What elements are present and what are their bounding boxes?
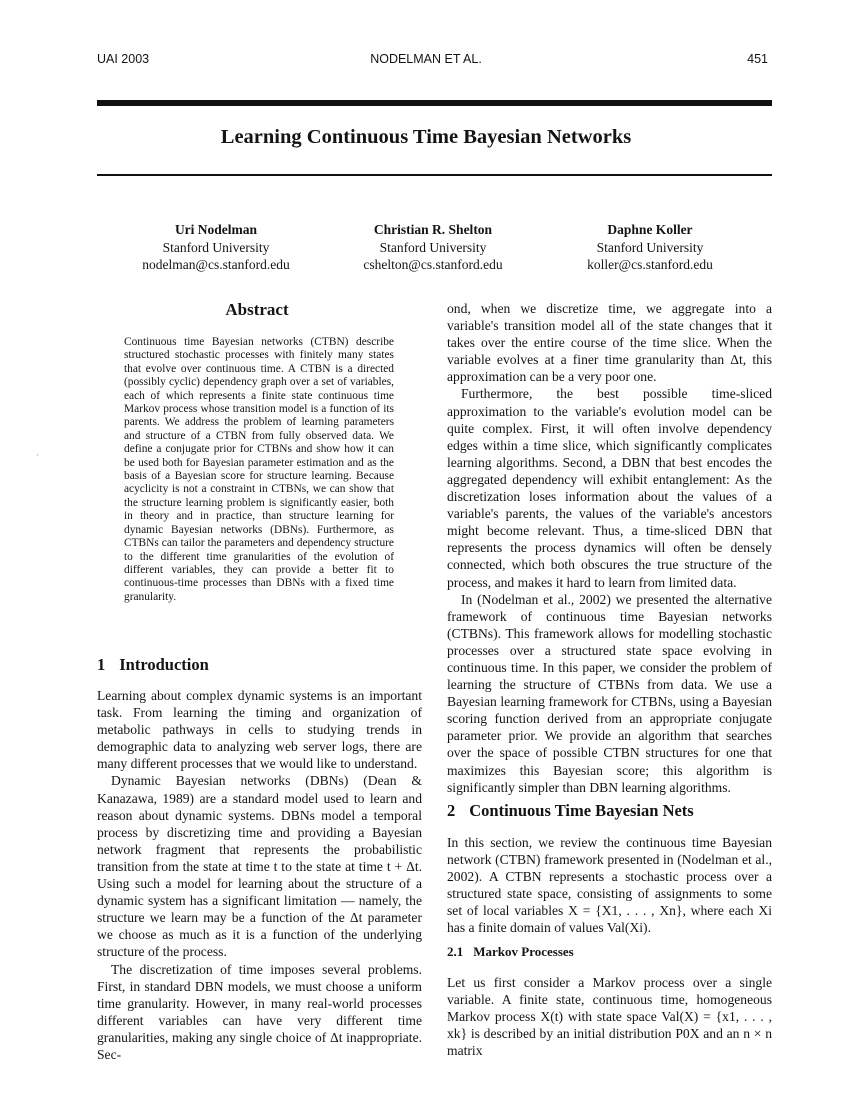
author-email: cshelton@cs.stanford.edu — [363, 257, 503, 272]
abstract-heading: Abstract — [225, 300, 289, 319]
subsection-heading-markov-processes — [447, 944, 574, 960]
paragraph: Dynamic Bayesian networks (DBNs) (Dean & Kanazawa, 1989) are a standard model used to learn and reason about dynamic systems. DBNs model a temporal process by discretizing time and providing a Bayesian network fragment that represents the probabilistic transition from the state at time t to the state at time t + Δt. Using such a model for learning about the structure of a dynamic system has a significant limitation — namely, the structure we learn may be a function of the Δt parameter we choose as much as it is a function of the underlying structure of the process. — [97, 773, 422, 960]
paragraph: In this section, we review the continuous time Bayesian network (CTBN) framework presented in (Nodelman et al., 2002). A CTBN represents a stochastic process over a structured state space, consisting of assignments to some set of local variables X = {X1, . . . , Xn}, where each Xi has a finite domain of values Val(Xi). — [447, 835, 772, 936]
margin-mark: · — [36, 451, 39, 460]
author-affiliation: Stanford University — [379, 239, 487, 255]
subsection-title: Markov Processes — [473, 944, 574, 959]
section-heading-introduction — [97, 655, 209, 675]
paragraph: Learning about complex dynamic systems is an important task. From learning the timing and organization of metabolic pathways in cells to studying trends in demographic data to analyzing web server logs, there are many different processes that we would like to understand. — [97, 688, 422, 772]
section-heading-ctbn — [447, 801, 694, 821]
paragraph: Let us first consider a Markov process over a single variable. A finite state, continuous time, homogeneous Markov process X(t) with state space Val(X) = {x1, . . . , xk} is described by an initial distribution P0X and an n × n matrix — [447, 975, 772, 1059]
section-title: Continuous Time Bayesian Nets — [469, 801, 694, 820]
page-number: 451 — [747, 52, 768, 66]
paper-title: Learning Continuous Time Bayesian Networks — [220, 126, 632, 148]
author-email: nodelman@cs.stanford.edu — [142, 257, 290, 272]
author-affiliation: Stanford University — [162, 239, 270, 255]
author-block — [535, 221, 765, 274]
section-number: 2 — [447, 801, 456, 820]
markov-processes-body — [447, 974, 772, 1059]
paragraph: Furthermore, the best possible time-sliced approximation to the variable's evolution model can be quite complex. First, it will often involve dependency edges within a time slice, which significantly complicates learning algorithms. Second, a DBN that best encodes the aggregated dependency will exhibit entanglement: As the discretization loses information about the values of a variable's parents, the values of the variable's ancestors might become relevant. Thus, a time-sliced DBN that represents the process dynamics will often be densely connected, which both obscures the true structure of the process, and makes it hard to learn from limited data. — [447, 386, 772, 590]
author-name: Daphne Koller — [607, 222, 693, 237]
paragraph: The discretization of time imposes several problems. First, in standard DBN models, we must choose a uniform time granularity. However, in many real-world processes different variables can have very different time granularities, making any single choice of Δt inappropriate. Sec- — [97, 961, 422, 1062]
subsection-number: 2.1 — [447, 944, 464, 959]
author-affiliation: Stanford University — [596, 239, 704, 255]
ctbn-section-body — [447, 834, 772, 937]
author-name: Uri Nodelman — [174, 222, 258, 237]
introduction-body-continued — [447, 300, 772, 796]
title-rule-bottom — [97, 174, 772, 176]
paragraph: ond, when we discretize time, we aggregate into a variable's transition model all of the state changes that it takes over the entire course of the time slice. When the variable evolves at a finer time granularity than Δt, this approximation can be a very poor one. — [447, 301, 772, 385]
running-header-authors: NODELMAN ET AL. — [370, 52, 482, 66]
author-name: Christian R. Shelton — [373, 222, 493, 237]
running-header-conference: UAI 2003 — [97, 52, 150, 66]
title-rule-top — [97, 100, 772, 106]
author-email: koller@cs.stanford.edu — [587, 257, 713, 272]
paragraph: In (Nodelman et al., 2002) we presented the alternative framework of continuous time Bayesian networks (CTBNs). This framework allows for modelling stochastic processes over a structured state space evolving in continuous time. In this paper, we consider the problem of learning the structure of CTBNs from data. We use a Bayesian learning framework for CTBNs, using a Bayesian scoring function derived from an appropriate conjugate parameter prior. We provide an algorithm that searches over the space of possible CTBN structures for one that maximizes this Bayesian score; this algorithm is significantly simpler than DBN learning algorithms. — [447, 591, 772, 795]
abstract-body: Continuous time Bayesian networks (CTBN) describe structured stochastic processes with finitely many states that evolve over continuous time. A CTBN is a directed (possibly cyclic) dependency graph over a set of variables, each of which represents a finite state continuous time Markov process whose transition model is a function of its parents. We address the problem of learning parameters and structure of a CTBN from fully observed data. We define a conjugate prior for CTBNs and show how it can be used both for Bayesian parameter estimation and as the basis of a Bayesian score for structure learning. Because acyclicity is not a constraint in CTBNs, we can show that the structure learning problem is significantly easier, both in theory and in practice, than structure learning for dynamic Bayesian networks (DBNs). Furthermore, as CTBNs can tailor the parameters and dependency structure to the different time granularities of the evolution of different variables, they can provide a better fit to continuous-time processes than DBNs with a fixed time granularity. — [124, 336, 394, 603]
author-block — [101, 221, 331, 274]
section-number: 1 — [97, 655, 106, 674]
author-block — [318, 221, 548, 274]
introduction-body — [97, 687, 422, 1063]
section-title: Introduction — [119, 655, 209, 674]
